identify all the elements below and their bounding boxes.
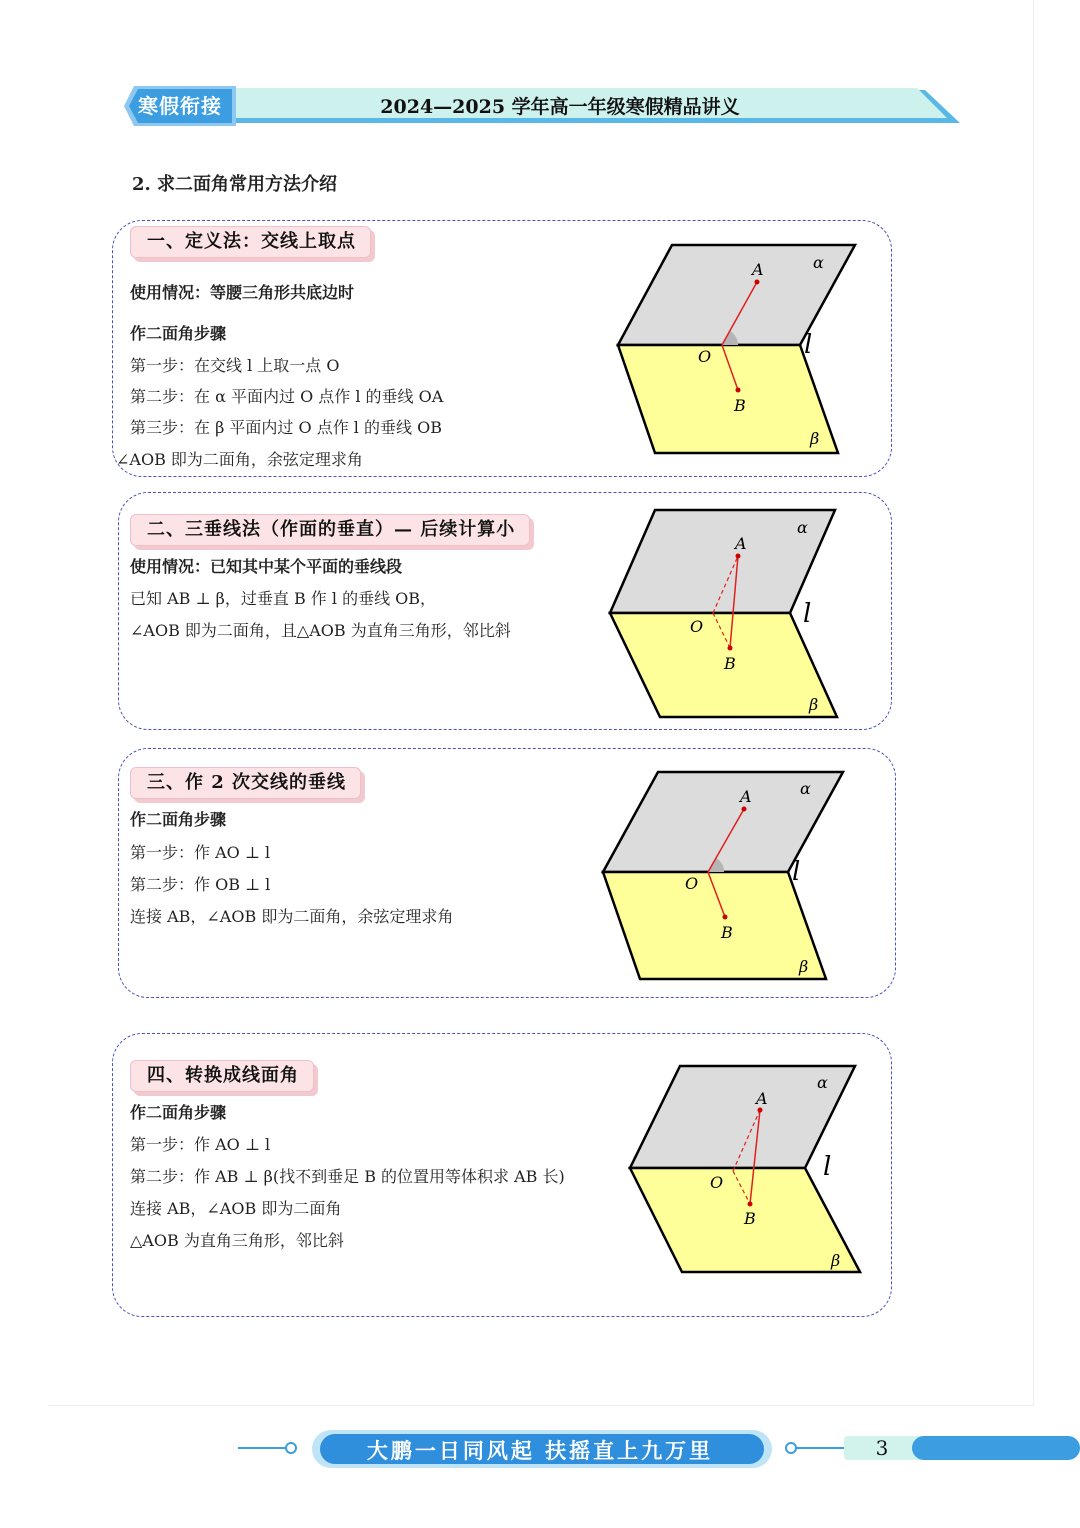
header-title: 2024—2025 学年高一年级寒假精品讲义 — [380, 96, 740, 118]
label-B: B — [721, 923, 733, 942]
label-B: B — [734, 396, 746, 415]
method-1-line-5: 第三步：在 β 平面内过 O 点作 l 的垂线 OB — [130, 418, 442, 437]
method-2-line-1: 使用情况：已知其中某个平面的垂线段 — [130, 557, 403, 576]
method-4-line-4: 连接 AB，∠AOB 即为二面角 — [130, 1199, 342, 1218]
method-1-line-2: 作二面角步骤 — [130, 324, 227, 343]
method-3-line-2: 第一步：作 AO ⊥ l — [130, 843, 271, 862]
label-A: A — [756, 1089, 768, 1108]
label-B: B — [744, 1209, 756, 1228]
method-1-line-1: 使用情况：等腰三角形共底边时 — [130, 283, 355, 302]
label-alpha: α — [813, 253, 824, 272]
method-3-line-1: 作二面角步骤 — [130, 810, 227, 829]
label-l: l — [804, 330, 813, 360]
label-alpha: α — [800, 779, 811, 798]
method-3-line-4: 连接 AB，∠AOB 即为二面角，余弦定理求角 — [130, 907, 454, 926]
page-number: 3 — [875, 1436, 889, 1460]
label-O: O — [698, 347, 712, 366]
label-beta: β — [810, 429, 820, 448]
label-A: A — [735, 534, 747, 553]
method-2-line-2: 已知 AB ⊥ β，过垂直 B 作 l 的垂线 OB， — [130, 589, 437, 608]
method-1-line-6: ∠AOB 即为二面角，余弦定理求角 — [116, 450, 363, 469]
label-A: A — [740, 787, 752, 806]
dihedral-figure-4 — [620, 1058, 890, 1283]
footer-slogan: 大鹏一日同风起 扶摇直上九万里 — [366, 1439, 714, 1463]
method-heading-2: 二、三垂线法（作面的垂直）— 后续计算小 — [130, 514, 530, 546]
label-l: l — [823, 1152, 832, 1182]
section-title: 2. 求二面角常用方法介绍 — [132, 174, 338, 195]
method-3-line-3: 第二步：作 OB ⊥ l — [130, 875, 271, 894]
label-alpha: α — [797, 518, 808, 537]
method-4-line-5: △AOB 为直角三角形，邻比斜 — [130, 1231, 344, 1250]
label-l: l — [792, 857, 801, 887]
method-4-line-1: 作二面角步骤 — [130, 1103, 227, 1122]
dihedral-figure-3 — [595, 762, 865, 987]
label-beta: β — [809, 695, 819, 714]
label-beta: β — [799, 957, 809, 976]
label-B: B — [724, 654, 736, 673]
label-O: O — [685, 874, 699, 893]
method-heading-3: 三、作 2 次交线的垂线 — [130, 767, 361, 799]
label-beta: β — [831, 1251, 841, 1270]
method-1-line-4: 第二步：在 α 平面内过 O 点作 l 的垂线 OA — [130, 387, 444, 406]
label-O: O — [690, 617, 704, 636]
label-l: l — [803, 599, 812, 629]
dihedral-figure-2 — [600, 500, 870, 725]
method-4-line-2: 第一步：作 AO ⊥ l — [130, 1135, 271, 1154]
label-alpha: α — [817, 1073, 828, 1092]
method-2-line-3: ∠AOB 即为二面角，且△AOB 为直角三角形，邻比斜 — [130, 621, 511, 640]
method-1-line-3: 第一步：在交线 l 上取一点 O — [130, 356, 340, 375]
method-heading-1: 一、定义法：交线上取点 — [130, 226, 371, 258]
method-heading-4: 四、转换成线面角 — [130, 1060, 314, 1092]
label-A: A — [752, 260, 764, 279]
dihedral-figure-1 — [600, 235, 870, 460]
method-4-line-3: 第二步：作 AB ⊥ β(找不到垂足 B 的位置用等体积求 AB 长) — [130, 1167, 565, 1186]
label-O: O — [710, 1173, 724, 1192]
header-tag: 寒假衔接 — [138, 94, 222, 118]
